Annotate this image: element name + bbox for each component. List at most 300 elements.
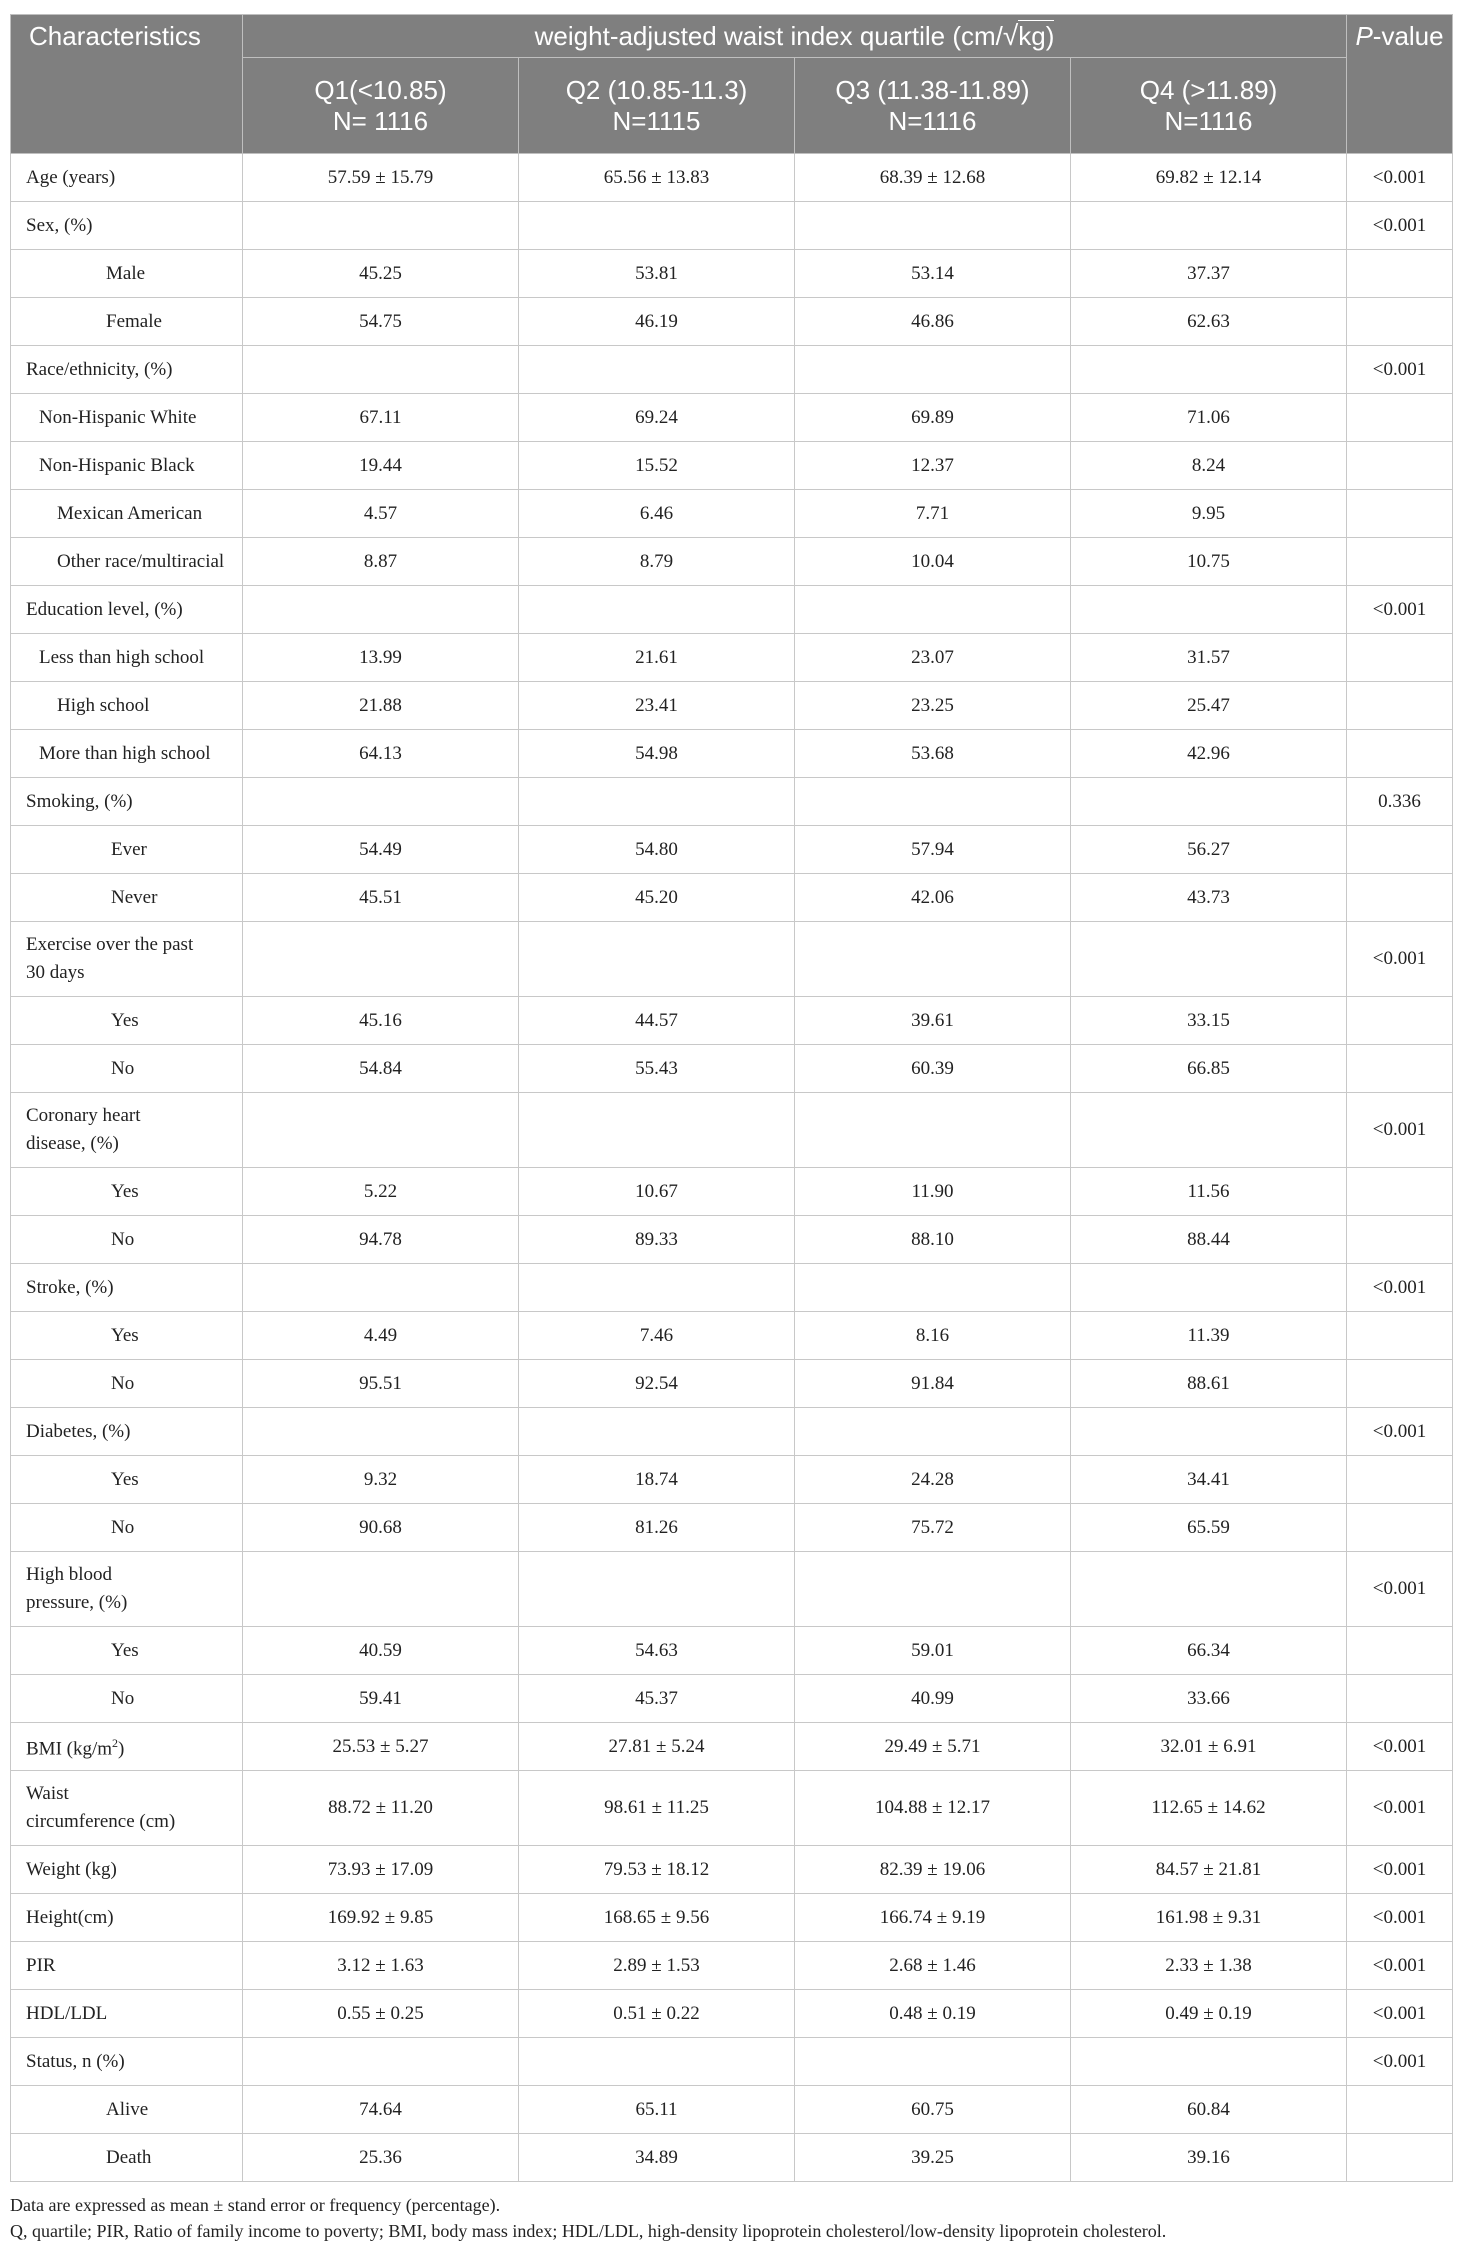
cell-q4 bbox=[1071, 1552, 1347, 1627]
cell-q2: 15.52 bbox=[519, 442, 795, 490]
cell-q1 bbox=[243, 1093, 519, 1168]
cell-q4: 88.61 bbox=[1071, 1360, 1347, 1408]
cell-p-value bbox=[1347, 997, 1453, 1045]
cell-p-value bbox=[1347, 298, 1453, 346]
cell-q3 bbox=[795, 1408, 1071, 1456]
table-row bbox=[11, 730, 1453, 778]
table-row bbox=[11, 1360, 1453, 1408]
row-label bbox=[11, 1360, 243, 1408]
row-label bbox=[11, 634, 243, 682]
cell-p-value: <0.001 bbox=[1347, 1408, 1453, 1456]
cell-q3: 8.16 bbox=[795, 1312, 1071, 1360]
table-container bbox=[10, 14, 1452, 2244]
table-row bbox=[11, 154, 1453, 202]
cell-q1: 57.59 ± 15.79 bbox=[243, 154, 519, 202]
row-label bbox=[11, 1894, 243, 1942]
cell-p-value bbox=[1347, 874, 1453, 922]
table-body bbox=[11, 154, 1453, 2182]
cell-q2: 21.61 bbox=[519, 634, 795, 682]
cell-q2: 54.80 bbox=[519, 826, 795, 874]
row-label-text: Education level, (%) bbox=[26, 598, 183, 620]
cell-q1: 4.57 bbox=[243, 490, 519, 538]
table-row bbox=[11, 1168, 1453, 1216]
cell-q1: 25.36 bbox=[243, 2134, 519, 2182]
table-row bbox=[11, 490, 1453, 538]
table-row bbox=[11, 1675, 1453, 1723]
row-label bbox=[11, 442, 243, 490]
cell-p-value: <0.001 bbox=[1347, 1093, 1453, 1168]
row-label-text: Less than high school bbox=[39, 646, 205, 668]
cell-q4: 66.85 bbox=[1071, 1045, 1347, 1093]
row-label-text-line2: 30 days bbox=[26, 962, 85, 983]
cell-q2: 46.19 bbox=[519, 298, 795, 346]
row-label bbox=[11, 1093, 243, 1168]
cell-q2: 45.20 bbox=[519, 874, 795, 922]
header-q4 bbox=[1071, 58, 1347, 154]
cell-q1 bbox=[243, 922, 519, 997]
row-label-text: High blood bbox=[26, 1564, 113, 1585]
row-label-tail: ) bbox=[118, 1738, 125, 1760]
table-row bbox=[11, 778, 1453, 826]
row-label bbox=[11, 1771, 243, 1846]
row-label bbox=[11, 250, 243, 298]
cell-q4: 33.15 bbox=[1071, 997, 1347, 1045]
note-abbreviations: Q, quartile; PIR, Ratio of family income to poverty; BMI, body mass index; HDL/LDL, high-density lipoprotein cholesterol/low-density lipoprotein cholesterol. bbox=[10, 2221, 1167, 2241]
cell-q4: 39.16 bbox=[1071, 2134, 1347, 2182]
row-label-text: Mexican American bbox=[57, 502, 203, 524]
cell-p-value bbox=[1347, 1045, 1453, 1093]
table-row bbox=[11, 682, 1453, 730]
cell-q2 bbox=[519, 1408, 795, 1456]
cell-q1: 64.13 bbox=[243, 730, 519, 778]
cell-q2: 79.53 ± 18.12 bbox=[519, 1846, 795, 1894]
cell-p-value: <0.001 bbox=[1347, 154, 1453, 202]
row-label-text: Coronary heart bbox=[26, 1105, 141, 1126]
q4-label: Q4 (>11.89) bbox=[1139, 74, 1278, 105]
row-label-text-line2: pressure, (%) bbox=[26, 1592, 128, 1613]
cell-q3: 24.28 bbox=[795, 1456, 1071, 1504]
cell-p-value: <0.001 bbox=[1347, 202, 1453, 250]
cell-q1: 21.88 bbox=[243, 682, 519, 730]
row-label bbox=[11, 1942, 243, 1990]
cell-q1: 45.25 bbox=[243, 250, 519, 298]
table-row bbox=[11, 1846, 1453, 1894]
table-row bbox=[11, 2086, 1453, 2134]
cell-q4: 161.98 ± 9.31 bbox=[1071, 1894, 1347, 1942]
cell-q3: 91.84 bbox=[795, 1360, 1071, 1408]
cell-q1: 67.11 bbox=[243, 394, 519, 442]
cell-q3: 104.88 ± 12.17 bbox=[795, 1771, 1071, 1846]
row-label bbox=[11, 1312, 243, 1360]
header-quartile-group bbox=[243, 15, 1347, 58]
cell-q3: 23.07 bbox=[795, 634, 1071, 682]
row-label bbox=[11, 1552, 243, 1627]
cell-q3: 166.74 ± 9.19 bbox=[795, 1894, 1071, 1942]
row-label-text: Ever bbox=[111, 838, 147, 860]
row-label-text: Death bbox=[106, 2146, 152, 2168]
cell-q3 bbox=[795, 202, 1071, 250]
cell-q2: 98.61 ± 11.25 bbox=[519, 1771, 795, 1846]
q3-label: Q3 (11.38-11.89) bbox=[835, 74, 1030, 105]
row-label bbox=[11, 1408, 243, 1456]
cell-q1 bbox=[243, 1264, 519, 1312]
row-label bbox=[11, 1675, 243, 1723]
cell-q2: 6.46 bbox=[519, 490, 795, 538]
cell-q4 bbox=[1071, 346, 1347, 394]
cell-p-value bbox=[1347, 826, 1453, 874]
cell-q4: 66.34 bbox=[1071, 1627, 1347, 1675]
row-label bbox=[11, 490, 243, 538]
q1-label: Q1(<10.85) bbox=[314, 74, 447, 105]
table-row bbox=[11, 586, 1453, 634]
cell-q2: 34.89 bbox=[519, 2134, 795, 2182]
table-row bbox=[11, 1093, 1453, 1168]
row-label-text: Stroke, (%) bbox=[26, 1276, 114, 1298]
cell-q4: 32.01 ± 6.91 bbox=[1071, 1723, 1347, 1771]
row-label bbox=[11, 1627, 243, 1675]
cell-q2: 54.98 bbox=[519, 730, 795, 778]
cell-q2 bbox=[519, 586, 795, 634]
row-label bbox=[11, 1456, 243, 1504]
cell-q1: 13.99 bbox=[243, 634, 519, 682]
cell-q1: 88.72 ± 11.20 bbox=[243, 1771, 519, 1846]
cell-q2: 10.67 bbox=[519, 1168, 795, 1216]
cell-q2 bbox=[519, 778, 795, 826]
table-row bbox=[11, 538, 1453, 586]
row-label-text: Non-Hispanic Black bbox=[39, 454, 195, 476]
cell-q4: 71.06 bbox=[1071, 394, 1347, 442]
cell-q4: 88.44 bbox=[1071, 1216, 1347, 1264]
cell-q2: 45.37 bbox=[519, 1675, 795, 1723]
row-label-text: No bbox=[111, 1372, 135, 1394]
cell-q2 bbox=[519, 1552, 795, 1627]
cell-q2: 81.26 bbox=[519, 1504, 795, 1552]
cell-q3 bbox=[795, 778, 1071, 826]
table-row bbox=[11, 874, 1453, 922]
cell-q1 bbox=[243, 1408, 519, 1456]
row-label bbox=[11, 1990, 243, 2038]
row-label-text: No bbox=[111, 1228, 135, 1250]
table-header bbox=[11, 15, 1453, 154]
cell-q4: 0.49 ± 0.19 bbox=[1071, 1990, 1347, 2038]
cell-q1: 169.92 ± 9.85 bbox=[243, 1894, 519, 1942]
cell-q2: 168.65 ± 9.56 bbox=[519, 1894, 795, 1942]
cell-p-value bbox=[1347, 2134, 1453, 2182]
cell-p-value bbox=[1347, 394, 1453, 442]
cell-q2 bbox=[519, 346, 795, 394]
q3-n: N=1116 bbox=[888, 105, 977, 136]
row-label bbox=[11, 922, 243, 997]
cell-q4: 11.56 bbox=[1071, 1168, 1347, 1216]
cell-q2: 23.41 bbox=[519, 682, 795, 730]
cell-q1: 5.22 bbox=[243, 1168, 519, 1216]
row-label bbox=[11, 826, 243, 874]
cell-q4: 56.27 bbox=[1071, 826, 1347, 874]
cell-q2: 65.11 bbox=[519, 2086, 795, 2134]
row-label-text-line2: disease, (%) bbox=[26, 1133, 119, 1154]
row-label bbox=[11, 346, 243, 394]
table-row bbox=[11, 298, 1453, 346]
cell-q3: 60.39 bbox=[795, 1045, 1071, 1093]
cell-q2: 27.81 ± 5.24 bbox=[519, 1723, 795, 1771]
cell-q3: 88.10 bbox=[795, 1216, 1071, 1264]
header-q1 bbox=[243, 58, 519, 154]
table-row bbox=[11, 1627, 1453, 1675]
cell-q2: 53.81 bbox=[519, 250, 795, 298]
cell-q3: 10.04 bbox=[795, 538, 1071, 586]
row-label-text: Race/ethnicity, (%) bbox=[26, 358, 173, 380]
cell-q4 bbox=[1071, 1264, 1347, 1312]
row-label-text: BMI (kg/m bbox=[26, 1738, 113, 1760]
table-notes bbox=[10, 2192, 1452, 2244]
row-label bbox=[11, 682, 243, 730]
cell-q1: 90.68 bbox=[243, 1504, 519, 1552]
cell-q4 bbox=[1071, 2038, 1347, 2086]
row-label-text: No bbox=[111, 1057, 135, 1079]
cell-q3: 29.49 ± 5.71 bbox=[795, 1723, 1071, 1771]
cell-p-value bbox=[1347, 442, 1453, 490]
cell-q3: 75.72 bbox=[795, 1504, 1071, 1552]
row-label-text: High school bbox=[57, 694, 150, 716]
table-row bbox=[11, 250, 1453, 298]
cell-q3 bbox=[795, 2038, 1071, 2086]
row-label-text: Non-Hispanic White bbox=[39, 406, 197, 428]
row-label-superscript: 2 bbox=[112, 1736, 119, 1751]
cell-q2: 44.57 bbox=[519, 997, 795, 1045]
row-label bbox=[11, 2134, 243, 2182]
table-row bbox=[11, 826, 1453, 874]
cell-q1: 54.49 bbox=[243, 826, 519, 874]
cell-q2: 92.54 bbox=[519, 1360, 795, 1408]
cell-q2 bbox=[519, 922, 795, 997]
cell-q1: 45.16 bbox=[243, 997, 519, 1045]
cell-p-value: <0.001 bbox=[1347, 1990, 1453, 2038]
cell-p-value bbox=[1347, 2086, 1453, 2134]
cell-q2: 55.43 bbox=[519, 1045, 795, 1093]
row-label-text: Waist bbox=[26, 1783, 69, 1804]
row-label-text: Other race/multiracial bbox=[57, 550, 225, 572]
cell-q3 bbox=[795, 346, 1071, 394]
cell-q3: 40.99 bbox=[795, 1675, 1071, 1723]
cell-q1: 9.32 bbox=[243, 1456, 519, 1504]
cell-q3: 39.25 bbox=[795, 2134, 1071, 2182]
cell-q1: 59.41 bbox=[243, 1675, 519, 1723]
cell-p-value bbox=[1347, 1168, 1453, 1216]
cell-q4: 60.84 bbox=[1071, 2086, 1347, 2134]
cell-q3 bbox=[795, 1093, 1071, 1168]
cell-p-value bbox=[1347, 634, 1453, 682]
cell-q1: 25.53 ± 5.27 bbox=[243, 1723, 519, 1771]
cell-q2: 8.79 bbox=[519, 538, 795, 586]
cell-p-value bbox=[1347, 1504, 1453, 1552]
cell-p-value bbox=[1347, 1360, 1453, 1408]
row-label-text: Smoking, (%) bbox=[26, 790, 133, 812]
p-italic: P bbox=[1355, 21, 1373, 51]
cell-q1 bbox=[243, 346, 519, 394]
note-data-expressed: Data are expressed as mean ± stand error or frequency (percentage). bbox=[10, 2195, 501, 2215]
cell-q1: 8.87 bbox=[243, 538, 519, 586]
row-label bbox=[11, 1846, 243, 1894]
cell-q1: 0.55 ± 0.25 bbox=[243, 1990, 519, 2038]
cell-q4: 10.75 bbox=[1071, 538, 1347, 586]
table-row bbox=[11, 634, 1453, 682]
row-label bbox=[11, 202, 243, 250]
cell-q2: 89.33 bbox=[519, 1216, 795, 1264]
cell-q3: 69.89 bbox=[795, 394, 1071, 442]
cell-q3 bbox=[795, 922, 1071, 997]
cell-q3: 59.01 bbox=[795, 1627, 1071, 1675]
row-label-text: Status, n (%) bbox=[26, 2050, 125, 2072]
cell-q3: 12.37 bbox=[795, 442, 1071, 490]
cell-q1: 54.84 bbox=[243, 1045, 519, 1093]
q1-n: N= 1116 bbox=[332, 105, 429, 136]
row-label bbox=[11, 394, 243, 442]
row-label bbox=[11, 874, 243, 922]
cell-p-value bbox=[1347, 1216, 1453, 1264]
cell-q2 bbox=[519, 1264, 795, 1312]
row-label-text: Sex, (%) bbox=[26, 214, 93, 236]
table-row bbox=[11, 1264, 1453, 1312]
cell-q3: 11.90 bbox=[795, 1168, 1071, 1216]
cell-p-value bbox=[1347, 730, 1453, 778]
cell-q2: 54.63 bbox=[519, 1627, 795, 1675]
table-row bbox=[11, 1894, 1453, 1942]
sqrt-symbol: √ bbox=[1002, 20, 1019, 51]
row-label-text: PIR bbox=[26, 1954, 56, 1976]
cell-q3: 53.14 bbox=[795, 250, 1071, 298]
row-label-text: Never bbox=[111, 886, 158, 908]
group-prefix: weight-adjusted waist index quartile (cm/ bbox=[534, 21, 1003, 51]
row-label-text: Female bbox=[106, 310, 162, 332]
cell-q1 bbox=[243, 2038, 519, 2086]
q2-label: Q2 (10.85-11.3) bbox=[565, 74, 748, 105]
cell-p-value: <0.001 bbox=[1347, 586, 1453, 634]
cell-q3: 7.71 bbox=[795, 490, 1071, 538]
cell-q3: 0.48 ± 0.19 bbox=[795, 1990, 1071, 2038]
cell-q4 bbox=[1071, 1093, 1347, 1168]
row-label bbox=[11, 1168, 243, 1216]
cell-q2 bbox=[519, 202, 795, 250]
table-row bbox=[11, 442, 1453, 490]
cell-q3: 42.06 bbox=[795, 874, 1071, 922]
cell-p-value: <0.001 bbox=[1347, 2038, 1453, 2086]
cell-q1: 40.59 bbox=[243, 1627, 519, 1675]
table-row bbox=[11, 394, 1453, 442]
cell-q4: 65.59 bbox=[1071, 1504, 1347, 1552]
cell-p-value bbox=[1347, 490, 1453, 538]
table-row bbox=[11, 1312, 1453, 1360]
cell-q3: 46.86 bbox=[795, 298, 1071, 346]
table-row bbox=[11, 1216, 1453, 1264]
cell-q3: 60.75 bbox=[795, 2086, 1071, 2134]
table-row bbox=[11, 1723, 1453, 1771]
cell-q3: 57.94 bbox=[795, 826, 1071, 874]
cell-q1: 94.78 bbox=[243, 1216, 519, 1264]
table-row bbox=[11, 1045, 1453, 1093]
table-row bbox=[11, 1771, 1453, 1846]
row-label bbox=[11, 1504, 243, 1552]
row-label bbox=[11, 1723, 243, 1771]
cell-q1: 54.75 bbox=[243, 298, 519, 346]
table-row bbox=[11, 202, 1453, 250]
cell-q3: 23.25 bbox=[795, 682, 1071, 730]
cell-q1: 19.44 bbox=[243, 442, 519, 490]
q2-n: N=1115 bbox=[612, 105, 701, 136]
row-label bbox=[11, 730, 243, 778]
cell-p-value: <0.001 bbox=[1347, 922, 1453, 997]
row-label-text: Yes bbox=[111, 1180, 139, 1202]
cell-q4: 8.24 bbox=[1071, 442, 1347, 490]
cell-q4 bbox=[1071, 202, 1347, 250]
cell-p-value: <0.001 bbox=[1347, 1846, 1453, 1894]
row-label-text: Age (years) bbox=[26, 166, 116, 188]
row-label bbox=[11, 586, 243, 634]
cell-q4 bbox=[1071, 1408, 1347, 1456]
table-row bbox=[11, 1990, 1453, 2038]
table-row bbox=[11, 997, 1453, 1045]
cell-q4: 42.96 bbox=[1071, 730, 1347, 778]
p-rest: -value bbox=[1372, 21, 1444, 51]
row-label-text-line2: circumference (cm) bbox=[26, 1811, 176, 1832]
cell-q4 bbox=[1071, 778, 1347, 826]
table-row bbox=[11, 1408, 1453, 1456]
cell-q2: 2.89 ± 1.53 bbox=[519, 1942, 795, 1990]
row-label bbox=[11, 1264, 243, 1312]
cell-q1: 45.51 bbox=[243, 874, 519, 922]
cell-q3: 53.68 bbox=[795, 730, 1071, 778]
cell-q4 bbox=[1071, 586, 1347, 634]
row-label bbox=[11, 1216, 243, 1264]
header-q3 bbox=[795, 58, 1071, 154]
cell-q2: 65.56 ± 13.83 bbox=[519, 154, 795, 202]
cell-p-value bbox=[1347, 1456, 1453, 1504]
row-label-text: Exercise over the past bbox=[26, 934, 194, 955]
cell-q4 bbox=[1071, 922, 1347, 997]
cell-p-value: <0.001 bbox=[1347, 1264, 1453, 1312]
row-label-text: Diabetes, (%) bbox=[26, 1420, 131, 1442]
header-q2 bbox=[519, 58, 795, 154]
cell-q3: 68.39 ± 12.68 bbox=[795, 154, 1071, 202]
table-row bbox=[11, 1942, 1453, 1990]
cell-p-value: <0.001 bbox=[1347, 1771, 1453, 1846]
row-label bbox=[11, 2086, 243, 2134]
cell-p-value bbox=[1347, 682, 1453, 730]
cell-q3: 2.68 ± 1.46 bbox=[795, 1942, 1071, 1990]
row-label bbox=[11, 2038, 243, 2086]
row-label-text: Yes bbox=[111, 1009, 139, 1031]
row-label-text: No bbox=[111, 1687, 135, 1709]
cell-q2 bbox=[519, 2038, 795, 2086]
cell-q1 bbox=[243, 778, 519, 826]
table-row bbox=[11, 2038, 1453, 2086]
cell-p-value: <0.001 bbox=[1347, 346, 1453, 394]
row-label-text: HDL/LDL bbox=[26, 2002, 108, 2024]
cell-q3 bbox=[795, 586, 1071, 634]
cell-q1: 73.93 ± 17.09 bbox=[243, 1846, 519, 1894]
cell-p-value: <0.001 bbox=[1347, 1723, 1453, 1771]
cell-q2: 18.74 bbox=[519, 1456, 795, 1504]
row-label-text: Yes bbox=[111, 1324, 139, 1346]
cell-q2: 7.46 bbox=[519, 1312, 795, 1360]
table-row bbox=[11, 1456, 1453, 1504]
row-label bbox=[11, 1045, 243, 1093]
cell-q4: 62.63 bbox=[1071, 298, 1347, 346]
cell-q1 bbox=[243, 202, 519, 250]
cell-p-value bbox=[1347, 538, 1453, 586]
cell-p-value bbox=[1347, 250, 1453, 298]
cell-q1: 95.51 bbox=[243, 1360, 519, 1408]
cell-q4: 37.37 bbox=[1071, 250, 1347, 298]
